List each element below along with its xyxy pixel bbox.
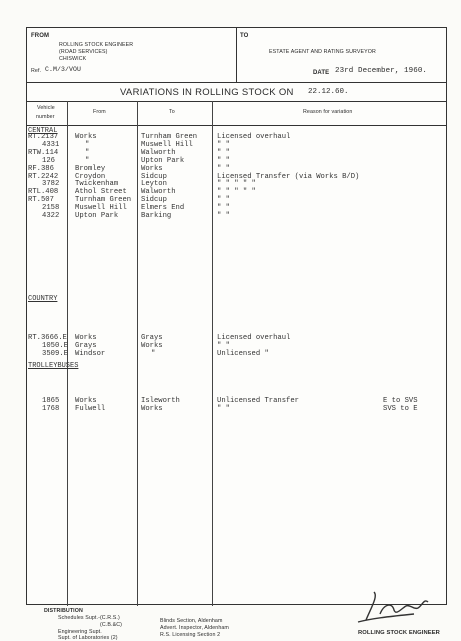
from-line-1: ROLLING STOCK ENGINEER — [59, 42, 134, 48]
cell-reason: " " — [217, 140, 230, 149]
cell-reason: " " — [217, 212, 230, 220]
cell-to: Leyton — [141, 180, 167, 189]
title-text: VARIATIONS IN ROLLING STOCK ON — [120, 87, 294, 98]
date-label: DATE — [313, 70, 330, 76]
cell-from: Bromley — [75, 164, 106, 173]
section-country: COUNTRY — [28, 295, 58, 303]
cell-from: " — [85, 156, 90, 165]
cell-vehicle: RT.3666.E — [28, 334, 67, 342]
cell-from: Upton Park — [75, 212, 119, 220]
cell-from: Works — [75, 334, 97, 342]
col-vehicle: Vehicle — [37, 105, 55, 111]
dist-mid-1: Blinds Section, Aldenham — [160, 618, 223, 624]
cell-to: Elmers End — [141, 204, 185, 213]
cell-from: Croydon — [75, 172, 106, 181]
from-line-2: (ROAD SERVICES) — [59, 49, 108, 55]
to-label: TO — [240, 33, 249, 39]
cell-reason: " " — [217, 164, 230, 173]
cell-reason: " " — [217, 341, 230, 350]
cell-vehicle: 4331 — [42, 140, 60, 149]
cell-to: Grays — [141, 334, 163, 342]
cell-from: Works — [75, 397, 97, 405]
cell-to: Sidcup — [141, 196, 167, 205]
date-value: 23rd December, 1960. — [335, 67, 428, 75]
cell-vehicle: 3782 — [42, 180, 60, 189]
section-central: CENTRAL — [28, 127, 58, 135]
form-header — [27, 28, 446, 83]
cell-vehicle: 1768 — [42, 404, 60, 413]
signature-mark — [344, 588, 444, 628]
cell-vehicle: RT.2137 — [28, 133, 59, 141]
cell-reason: " " — [217, 404, 230, 413]
column-header — [27, 101, 446, 126]
cell-to: Works — [141, 164, 163, 173]
cell-vehicle: RT.507 — [28, 196, 54, 205]
cell-to: Upton Park — [141, 156, 185, 165]
to-line: ESTATE AGENT AND RATING SURVEYOR — [269, 49, 376, 55]
cell-from: Windsor — [75, 349, 106, 358]
cell-reason: " " — [217, 196, 230, 205]
cell-from: Muswell Hill — [75, 204, 127, 213]
column-rule-3 — [212, 101, 213, 606]
cell-to: Works — [141, 404, 163, 413]
cell-from: Works — [75, 133, 97, 141]
cell-vehicle: 1050.E — [42, 341, 68, 350]
cell-vehicle: RT.2242 — [28, 172, 59, 181]
col-from: From — [93, 109, 106, 115]
distribution-label: DISTRIBUTION — [44, 608, 83, 614]
cell-vehicle: 3509.E — [42, 349, 68, 358]
cell-from: " — [85, 140, 90, 149]
cell-vehicle: 126 — [42, 156, 55, 165]
section-trolleybuses: TROLLEYBUSES — [28, 362, 79, 370]
cell-vehicle: 4322 — [42, 212, 60, 220]
dist-left-1: Schedules Supt.-(C.R.S.) — [58, 615, 120, 621]
cell-to: Sidcup — [141, 172, 167, 181]
cell-from: Grays — [75, 341, 97, 350]
cell-reason: " " — [217, 156, 230, 165]
cell-to: Walworth — [141, 188, 176, 197]
dist-left-3: Engineering Supt. — [58, 629, 102, 635]
dist-mid-3: R.S. Licensing Section 2 — [160, 632, 221, 638]
cell-reason: Unlicensed " — [217, 349, 269, 358]
from-line-3: CHISWICK — [59, 56, 87, 62]
dist-left-2: (C.B.&C) — [100, 622, 122, 628]
cell-vehicle: 1865 — [42, 397, 60, 405]
cell-from: Twickenham — [75, 180, 119, 189]
cell-reason: Licensed overhaul — [217, 133, 291, 141]
cell-to: Muswell Hill — [141, 140, 193, 149]
cell-reason: " " — [217, 204, 230, 213]
cell-reason: " " " " " — [217, 180, 256, 189]
header-divider — [236, 28, 237, 82]
cell-from: Athol Street — [75, 188, 127, 197]
cell-to: Isleworth — [141, 397, 180, 405]
cell-reason: Licensed overhaul — [217, 334, 291, 342]
cell-to: " — [151, 349, 156, 358]
cell-to: Turnham Green — [141, 133, 198, 141]
cell-vehicle: RTW.114 — [28, 148, 59, 157]
col-vehicle-2: number — [36, 114, 55, 120]
cell-vehicle: RF.386 — [28, 164, 54, 173]
cell-reason: Licensed Transfer (via Works B/D) — [217, 172, 360, 181]
cell-vehicle: RTL.408 — [28, 188, 59, 197]
cell-note: E to SVS — [383, 397, 418, 405]
dist-left-4: Supt. of Laboratories (2) — [58, 635, 118, 641]
cell-vehicle: 2158 — [42, 204, 60, 213]
ref-label: Ref. — [31, 68, 42, 74]
col-reason: Reason for variation — [303, 109, 353, 115]
column-rule-2 — [137, 101, 138, 606]
cell-reason: " " — [217, 148, 230, 157]
form-footer — [0, 608, 461, 640]
title-date: 22.12.60. — [308, 88, 349, 96]
signatory-title: ROLLING STOCK ENGINEER — [358, 630, 440, 636]
cell-to: Works — [141, 341, 163, 350]
col-to: To — [169, 109, 175, 115]
cell-from: Fulwell — [75, 404, 106, 413]
cell-from: " — [85, 148, 90, 157]
cell-to: Barking — [141, 212, 172, 220]
cell-from: Turnham Green — [75, 196, 132, 205]
cell-reason: " " " " " — [217, 188, 256, 197]
from-label: FROM — [31, 33, 50, 39]
cell-to: Walworth — [141, 148, 176, 157]
dist-mid-2: Advert. Inspector, Aldenham — [160, 625, 229, 631]
cell-note: SVS to E — [383, 404, 418, 413]
variation-form — [26, 27, 447, 605]
ref-value: C.M/3/VOU — [45, 66, 82, 73]
cell-reason: Unlicensed Transfer — [217, 397, 299, 405]
